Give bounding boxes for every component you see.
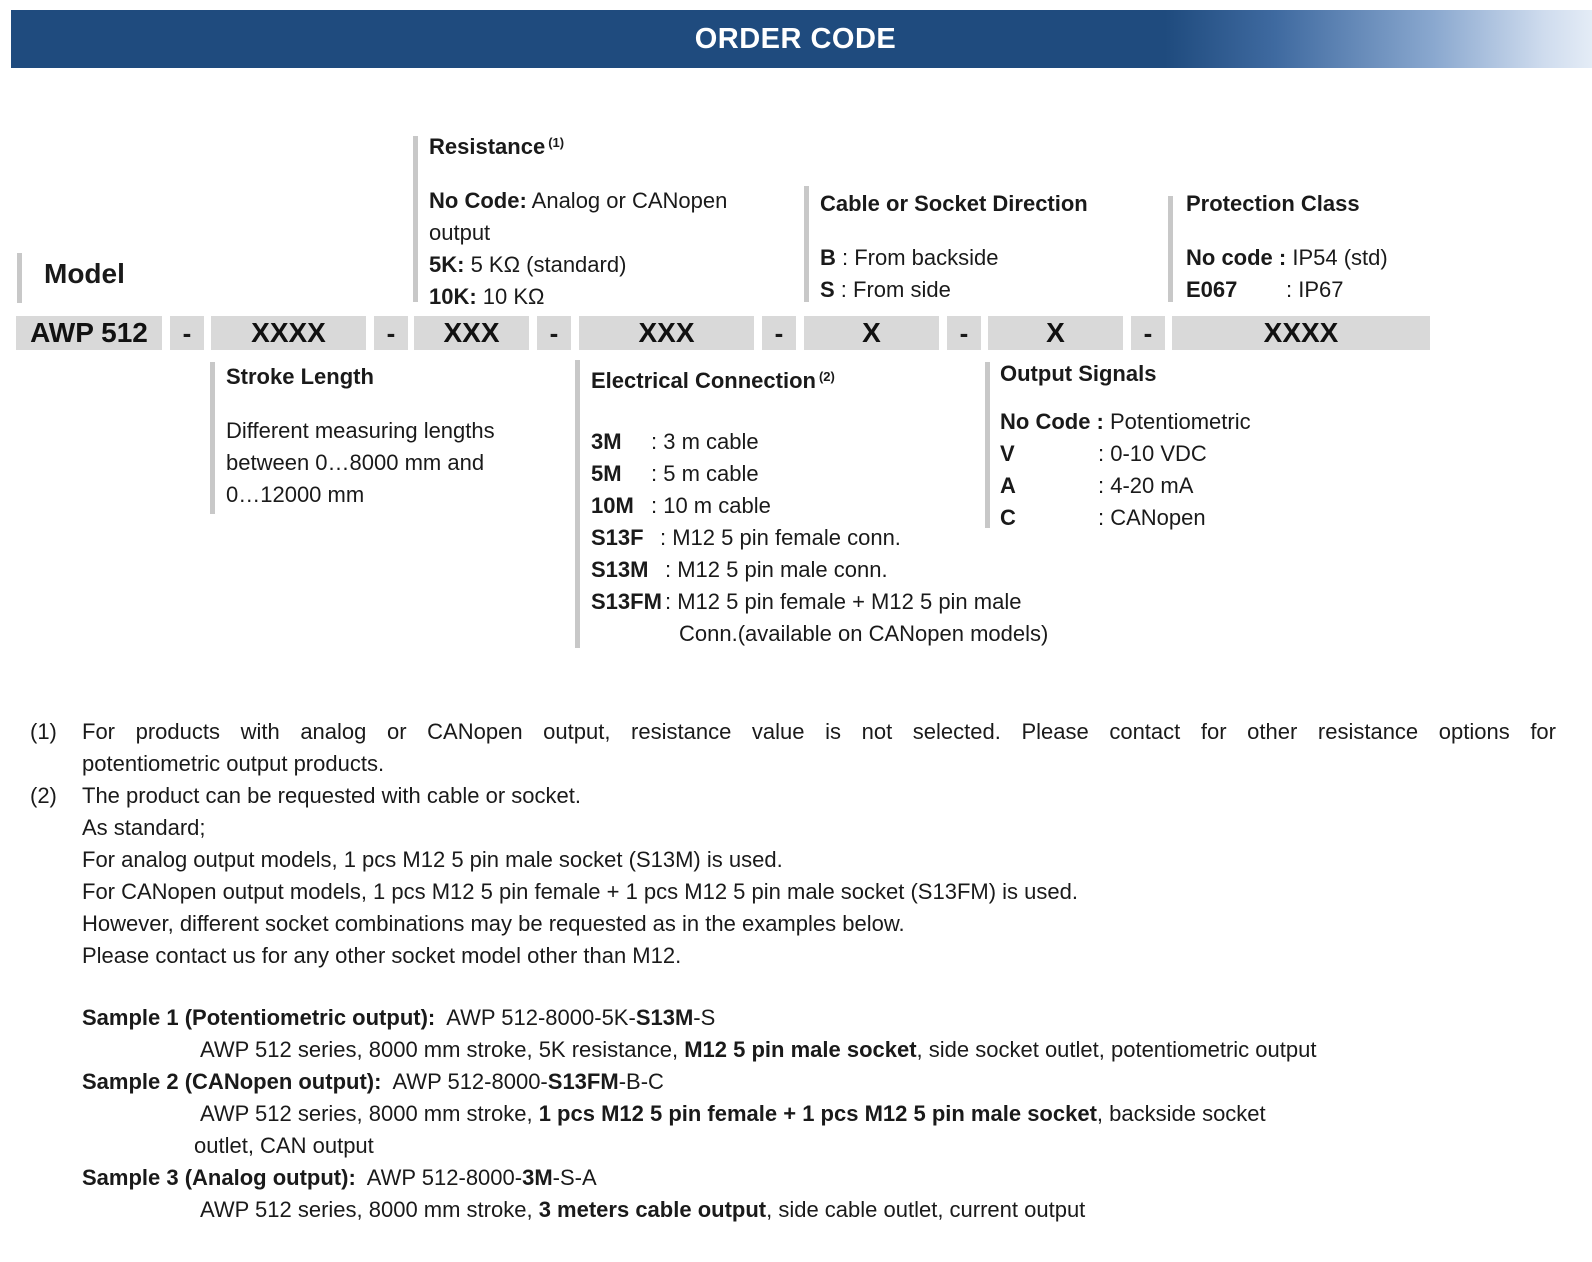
output-heading: Output Signals — [1000, 361, 1157, 386]
code-model: AWP 512 — [16, 316, 162, 350]
protection-option: No code : IP54 (std) — [1186, 245, 1388, 270]
code-stroke: XXXX — [211, 316, 366, 350]
code-electrical: XXX — [579, 316, 754, 350]
output-option: V : 0-10 VDC — [1000, 441, 1207, 466]
direction-block — [820, 188, 1160, 306]
direction-option: B : From backside — [820, 245, 999, 270]
code-separator: - — [947, 316, 981, 350]
protection-block — [1186, 188, 1486, 306]
sample-description-cont: outlet, CAN output — [194, 1133, 374, 1158]
electrical-option: S13M : M12 5 pin male conn. — [591, 557, 888, 582]
protection-heading: Protection Class — [1186, 191, 1360, 216]
resistance-option: No Code: Analog or CANopen — [429, 188, 728, 213]
resistance-heading: Resistance $^{(1)}$ — [429, 134, 565, 159]
resistance-block — [429, 127, 799, 313]
protection-option: E067 : IP67 — [1186, 277, 1344, 302]
footnote-number: (2) — [30, 783, 57, 808]
footnote-line: For CANopen output models, 1 pcs M12 5 pin female + 1 pcs M12 5 pin male socket (S13FM) is used. — [82, 879, 1078, 904]
code-separator: - — [374, 316, 408, 350]
page-title: ORDER CODE — [694, 22, 897, 55]
output-option: A : 4-20 mA — [1000, 473, 1194, 498]
code-separator: - — [170, 316, 204, 350]
footnote-line: However, different socket combinations may be requested as in the examples below. — [82, 911, 905, 936]
electrical-continuation: Conn.(available on CANopen models) — [679, 621, 1049, 646]
output-block — [1000, 358, 1320, 534]
code-separator: - — [762, 316, 796, 350]
footnote-2 — [30, 780, 1556, 972]
stroke-text-line: between 0…8000 mm and — [226, 450, 485, 475]
electrical-heading: Electrical Connection $^{(2)}$ — [591, 368, 835, 393]
samples — [82, 1002, 1316, 1226]
stroke-bar — [210, 362, 215, 514]
footnotes — [30, 716, 1556, 972]
footnote-line: The product can be requested with cable or socket. — [82, 783, 581, 808]
footnote-line: As standard; — [82, 815, 206, 840]
resistance-option: 5K: 5 KΩ (standard) — [429, 252, 627, 277]
electrical-option: 5M : 5 m cable — [591, 461, 759, 486]
footnote-line: For products with analog or CANopen output, resistance value is not selected. Please contact for other resistance options for — [82, 719, 1556, 744]
resistance-option: 10K: 10 KΩ — [429, 284, 545, 309]
stroke-text-line: Different measuring lengths — [226, 418, 495, 443]
model-bar — [17, 253, 22, 303]
footnote-1 — [30, 716, 1556, 780]
electrical-option: 3M : 3 m cable — [591, 429, 759, 454]
electrical-bar — [575, 360, 580, 648]
code-separator: - — [537, 316, 571, 350]
output-option: No Code : Potentiometric — [1000, 409, 1251, 434]
electrical-option: S13F : M12 5 pin female conn. — [591, 525, 901, 550]
sample-description: AWP 512 series, 8000 mm stroke, 5K resistance, M12 5 pin male socket, side socket outlet, potentiometric output — [200, 1037, 1317, 1062]
sample-code-line: Sample 2 (CANopen output): AWP 512-8000-S13FM-B-C — [82, 1069, 664, 1094]
sample-3 — [82, 1162, 1316, 1226]
footnote-line: Please contact us for any other socket model other than M12. — [82, 943, 682, 968]
electrical-option: 10M : 10 m cable — [591, 493, 771, 518]
resistance-bar — [413, 136, 418, 302]
protection-bar — [1168, 196, 1173, 302]
sample-2 — [82, 1066, 1316, 1162]
footnote-number: (1) — [30, 719, 57, 744]
resistance-option: output — [429, 220, 491, 245]
footnote-line: For analog output models, 1 pcs M12 5 pin male socket (S13M) is used. — [82, 847, 783, 872]
sample-1 — [82, 1002, 1316, 1066]
stroke-block — [226, 361, 566, 511]
sample-description: AWP 512 series, 8000 mm stroke, 1 pcs M12 5 pin female + 1 pcs M12 5 pin male socket, backside socket — [200, 1101, 1266, 1126]
sample-code-line: Sample 1 (Potentiometric output): AWP 512-8000-5K-S13M-S — [82, 1005, 716, 1030]
electrical-option: S13FM : M12 5 pin female + M12 5 pin male — [591, 589, 1022, 614]
footnote-line: potentiometric output products. — [82, 751, 385, 776]
stroke-heading: Stroke Length — [226, 364, 374, 389]
direction-bar — [804, 186, 809, 302]
code-separator: - — [1131, 316, 1165, 350]
sample-code-line: Sample 3 (Analog output): AWP 512-8000-3M-S-A — [82, 1165, 597, 1190]
code-resistance: XXX — [414, 316, 529, 350]
sample-description: AWP 512 series, 8000 mm stroke, 3 meters cable output, side cable outlet, current output — [200, 1197, 1086, 1222]
title-banner — [11, 10, 1592, 68]
output-option: C : CANopen — [1000, 505, 1206, 530]
direction-option: S : From side — [820, 277, 951, 302]
code-protection: XXXX — [1172, 316, 1430, 350]
output-bar — [985, 362, 990, 528]
stroke-text-line: 0…12000 mm — [226, 482, 365, 507]
model-label: Model — [44, 258, 125, 289]
code-direction: X — [804, 316, 939, 350]
direction-heading: Cable or Socket Direction — [820, 191, 1088, 216]
code-output: X — [988, 316, 1123, 350]
